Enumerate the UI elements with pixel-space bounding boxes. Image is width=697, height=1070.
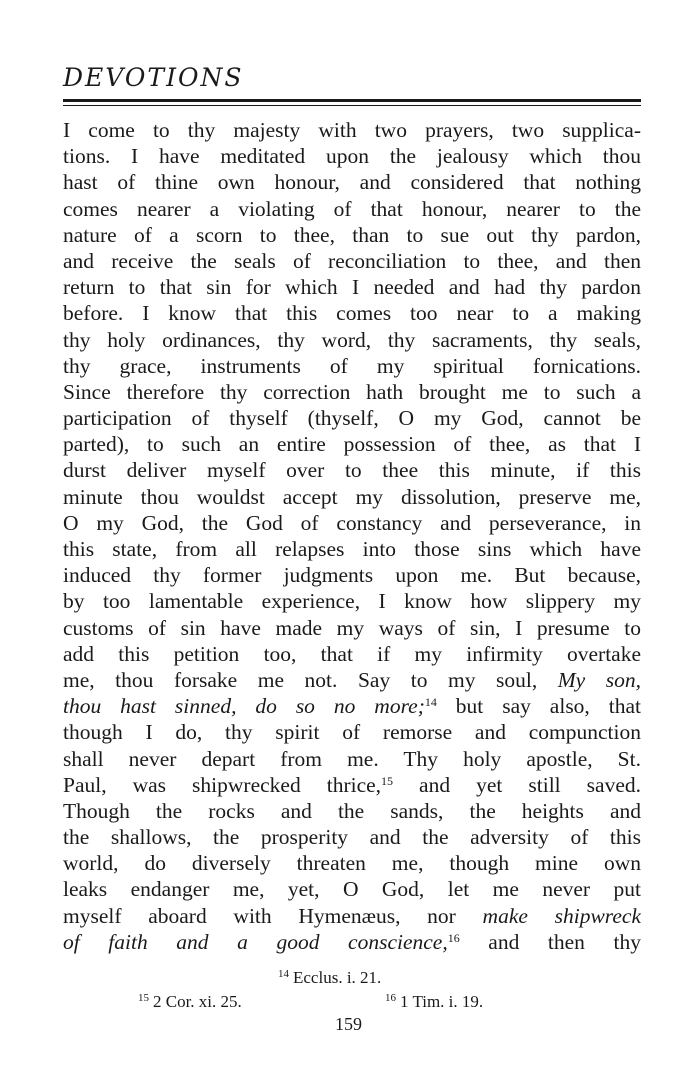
text-line: [63, 850, 641, 876]
text-segment: O my God, the God of constancy and perseverance, in: [63, 510, 641, 535]
text-segment: and yet still saved.: [393, 772, 641, 797]
text-segment: nature of a scorn to thee, than to sue out thy pardon,: [63, 222, 641, 247]
text-line: [63, 300, 641, 326]
text-segment: me, thou forsake me not. Say to my soul,: [63, 667, 558, 692]
text-segment: myself aboard with Hymenæus, nor: [63, 903, 483, 928]
text-segment: hast of thine own honour, and considered that nothing: [63, 170, 641, 195]
text-segment: shall never depart from me. Thy holy apostle, St.: [63, 746, 641, 771]
text-segment: return to that sin for which I needed and had thy pardon: [63, 275, 641, 300]
text-segment: the shallows, the prosperity and the adversity of this: [63, 825, 641, 850]
text-segment: world, do diversely threaten me, though mine own: [63, 851, 641, 876]
text-line: [63, 457, 641, 483]
body-text: [63, 117, 641, 955]
footnote-mark: 15: [138, 992, 149, 1004]
text-segment: thy grace, instruments of my spiritual fornications.: [63, 353, 641, 378]
footnote-reference: 15: [381, 773, 394, 788]
running-head: DEVOTIONS: [63, 63, 244, 92]
text-line: [63, 929, 641, 955]
text-segment: durst deliver myself over to thee this minute, if this: [63, 458, 641, 483]
text-line: [63, 693, 641, 719]
header-rule: [63, 96, 641, 106]
text-line: [63, 248, 641, 274]
footnote-reference: 14: [424, 695, 437, 710]
footnote-text: Ecclus. i. 21.: [293, 968, 382, 987]
footnote-mark: 16: [385, 992, 396, 1004]
text-segment: before. I know that this comes too near to a making: [63, 301, 641, 326]
text-segment: parted), to such an entire possession of thee, as that I: [63, 432, 641, 457]
text-line: [63, 536, 641, 562]
footnote-reference: 16: [447, 930, 460, 945]
text-line: [63, 431, 641, 457]
italic-text: My son,: [557, 667, 641, 692]
text-line: [63, 117, 641, 143]
text-line: [63, 327, 641, 353]
text-line: [63, 274, 641, 300]
text-line: [63, 667, 641, 693]
text-line: [63, 824, 641, 850]
text-line: [63, 353, 641, 379]
text-segment: Since therefore thy correction hath brought me to such a: [63, 379, 641, 404]
text-segment: Though the rocks and the sands, the heights and: [63, 798, 641, 823]
text-line: [63, 719, 641, 745]
text-segment: by too lamentable experience, I know how slippery my: [63, 589, 641, 614]
text-segment: and then thy: [459, 929, 641, 954]
footnote-text: 2 Cor. xi. 25.: [153, 992, 242, 1011]
text-line: [63, 772, 641, 798]
text-line: [63, 615, 641, 641]
text-segment: thy holy ordinances, thy word, thy sacraments, thy seals,: [63, 327, 641, 352]
text-line: [63, 510, 641, 536]
text-line: [63, 222, 641, 248]
text-segment: minute thou wouldst accept my dissolution, preserve me,: [63, 484, 641, 509]
header-rule-thin: [63, 105, 641, 106]
text-segment: this state, from all relapses into those sins which have: [63, 537, 641, 561]
text-line: [63, 588, 641, 614]
text-segment: Paul, was shipwrecked thrice,: [63, 772, 382, 797]
text-segment: participation of thyself (thyself, O my God, cannot be: [63, 406, 641, 431]
text-line: [63, 484, 641, 510]
text-segment: add this petition too, that if my infirmity overtake: [63, 641, 641, 666]
footnote-14: [278, 968, 381, 988]
text-line: [63, 903, 641, 929]
text-segment: leaks endanger me, yet, O God, let me never put: [63, 877, 641, 902]
page: [63, 60, 641, 955]
text-segment: and receive the seals of reconciliation to thee, and then: [63, 248, 641, 273]
page-number: 159: [335, 1014, 362, 1034]
italic-text: of faith and a good conscience,: [63, 929, 448, 954]
header-rule-thick: [63, 99, 641, 102]
text-segment: comes nearer a violating of that honour, nearer to the: [63, 196, 641, 221]
text-line: [63, 143, 641, 169]
text-line: [63, 641, 641, 667]
text-line: [63, 169, 641, 195]
italic-text: make shipwreck: [482, 903, 641, 928]
text-segment: induced thy former judgments upon me. But because,: [63, 563, 641, 588]
text-line: [63, 876, 641, 902]
text-line: [63, 405, 641, 431]
text-line: [63, 746, 641, 772]
text-line: [63, 196, 641, 222]
footnote-16: [385, 992, 483, 1012]
text-segment: though I do, thy spirit of remorse and compunction: [63, 720, 641, 745]
footnote-mark: 14: [278, 968, 289, 980]
text-segment: tions. I have meditated upon the jealousy which thou: [63, 144, 641, 169]
text-segment: I come to thy majesty with two prayers, two supplica-: [63, 118, 641, 142]
italic-text: thou hast sinned, do so no more;: [63, 694, 425, 719]
text-line: [63, 798, 641, 824]
text-line: [63, 379, 641, 405]
text-line: [63, 562, 641, 588]
footnote-15: [138, 992, 242, 1012]
text-segment: but say also, that: [436, 694, 641, 719]
text-segment: customs of sin have made my ways of sin, I presume to: [63, 615, 641, 640]
footnote-text: 1 Tim. i. 19.: [400, 992, 484, 1011]
